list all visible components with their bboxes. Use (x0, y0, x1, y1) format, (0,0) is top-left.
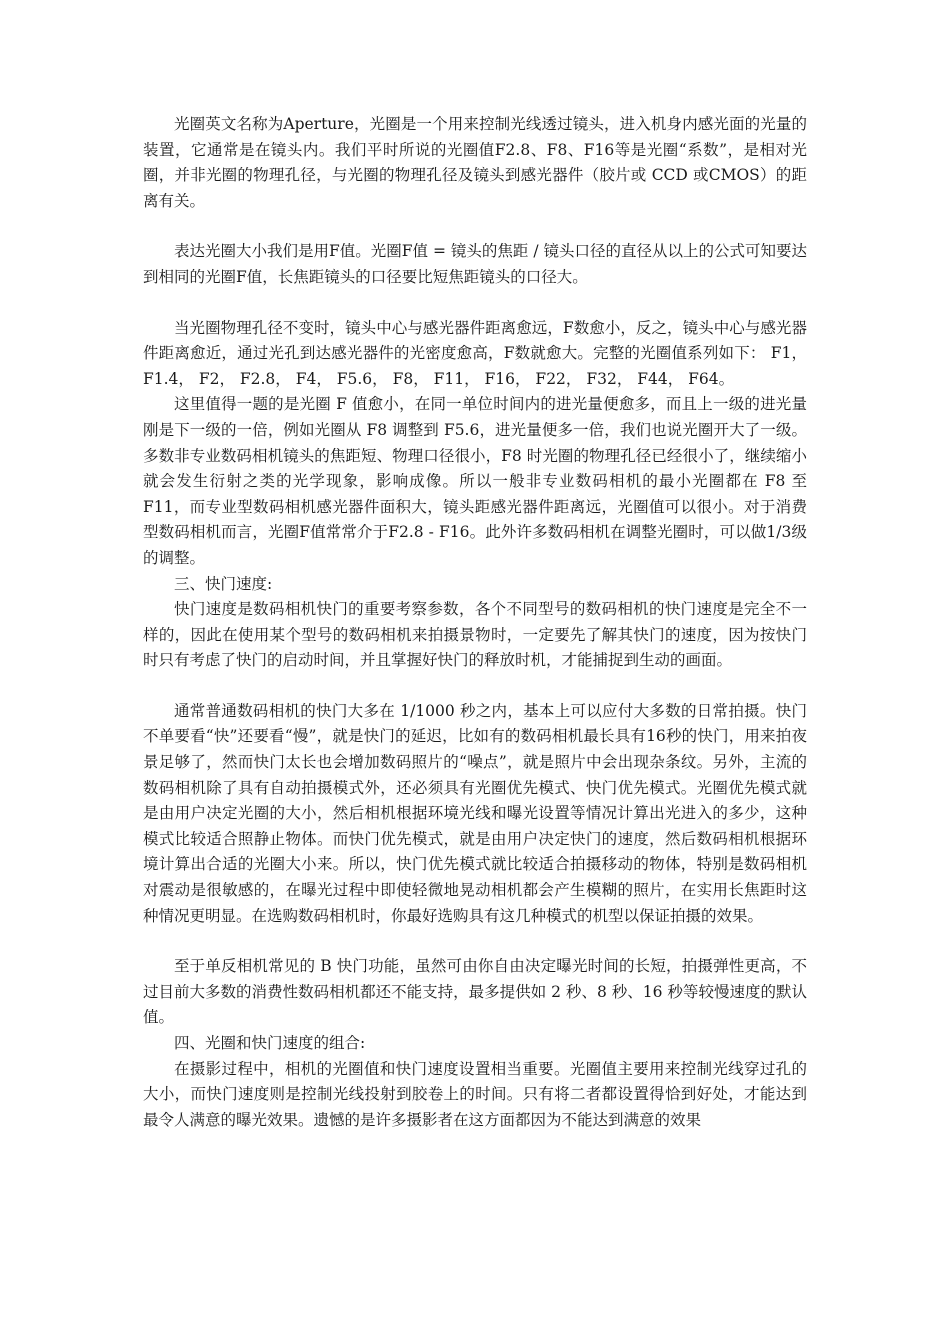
paragraph-f-number-series: 当光圈物理孔径不变时，镜头中心与感光器件距离愈远，F数愈小，反之，镜头中心与感光器件距离愈近，通过光孔到达感光器件的光密度愈高，F数就愈大。完整的光圈值系列如下： F1， F1.4， F2， F2.8， F4， F5.6， F8， F11， F16， F22， F32， F44， F64。 (143, 318, 807, 388)
paragraph-shutter-intro: 快门速度是数码相机快门的重要考察参数，各个不同型号的数码相机的快门速度是完全不一样的，因此在使用某个型号的数码相机来拍摄景物时，一定要先了解其快门的速度，因为按快门时只有考虑了快门的启动时间，并且掌握好快门的释放时机，才能捕捉到生动的画面。 (143, 600, 807, 670)
paragraph-combination: 在摄影过程中，相机的光圈值和快门速度设置相当重要。光圈值主要用来控制光线穿过孔的大小，而快门速度则是控制光线投射到胶卷上的时间。只有将二者都设置得恰到好处，才能达到最令人满意的曝光效果。遗憾的是许多摄影者在这方面都因为不能达到满意的效果 (143, 1059, 807, 1129)
paragraph-aperture-intro: 光圈英文名称为Aperture，光圈是一个用来控制光线透过镜头，进入机身内感光面的光量的装置，它通常是在镜头内。我们平时所说的光圈值F2.8、F8、F16等是光圈“系数”，是相对光圈，并非光圈的物理孔径，与光圈的物理孔径及镜头到感光器件（胶片或 CCD 或CMOS）的距离有关。 (143, 115, 807, 210)
section-heading-shutter-speed: 三、快门速度: (174, 574, 273, 593)
paragraph-shutter-modes: 通常普通数码相机的快门大多在 1/1000 秒之内，基本上可以应付大多数的日常拍摄。快门不单要看“快”还要看“慢”，就是快门的延迟，比如有的数码相机最长具有16秒的快门，用来拍夜景足够了，然而快门太长也会增加数码照片的“噪点”，就是照片中会出现杂条纹。另外，主流的数码相机除了具有自动拍摄模式外，还必须具有光圈优先模式、快门优先模式。光圈优先模式就是由用户决定光圈的大小，然后相机根据环境光线和曝光设置等情况计算出光进入的多少，这种模式比较适合照静止物体。而快门优先模式，就是由用户决定快门的速度，然后数码相机根据环境计算出合适的光圈大小来。所以，快门优先模式就比较适合拍摄移动的物体，特别是数码相机对震动是很敏感的，在曝光过程中即使轻微地晃动相机都会产生模糊的照片，在实用长焦距时这种情况更明显。在选购数码相机时，你最好选购具有这几种模式的机型以保证拍摄的效果。 (143, 701, 807, 925)
paragraph-f-value-formula: 表达光圈大小我们是用F值。光圈F值 = 镜头的焦距 / 镜头口径的直径从以上的公式可知要达到相同的光圈F值，长焦距镜头的口径要比短焦距镜头的口径大。 (143, 242, 807, 286)
paragraph-aperture-light: 这里值得一题的是光圈 F 值愈小，在同一单位时间内的进光量便愈多，而且上一级的进光量刚是下一级的一倍，例如光圈从 F8 调整到 F5.6，进光量便多一倍，我们也说光圈开大了一级。多数非专业数码相机镜头的焦距短、物理口径很小，F8 时光圈的物理孔径已经很小了，继续缩小就会发生衍射之类的光学现象，影响成像。所以一般非专业数码相机的最小光圈都在 F8 至 F11，而专业型数码相机感光器件面积大，镜头距感光器件距离远，光圈值可以很小。对于消费型数码相机而言，光圈F值常常介于F2.8 - F16。此外许多数码相机在调整光圈时，可以做1/3级的调整。 (143, 395, 807, 567)
document-page (143, 112, 807, 1133)
paragraph-b-shutter: 至于单反相机常见的 B 快门功能，虽然可由你自由决定曝光时间的长短，拍摄弹性更高，不过目前大多数的消费性数码相机都还不能支持，最多提供如 2 秒、8 秒、16 秒等较慢速度的默认值。 (143, 957, 807, 1027)
section-heading-combination: 四、光圈和快门速度的组合: (174, 1034, 366, 1052)
